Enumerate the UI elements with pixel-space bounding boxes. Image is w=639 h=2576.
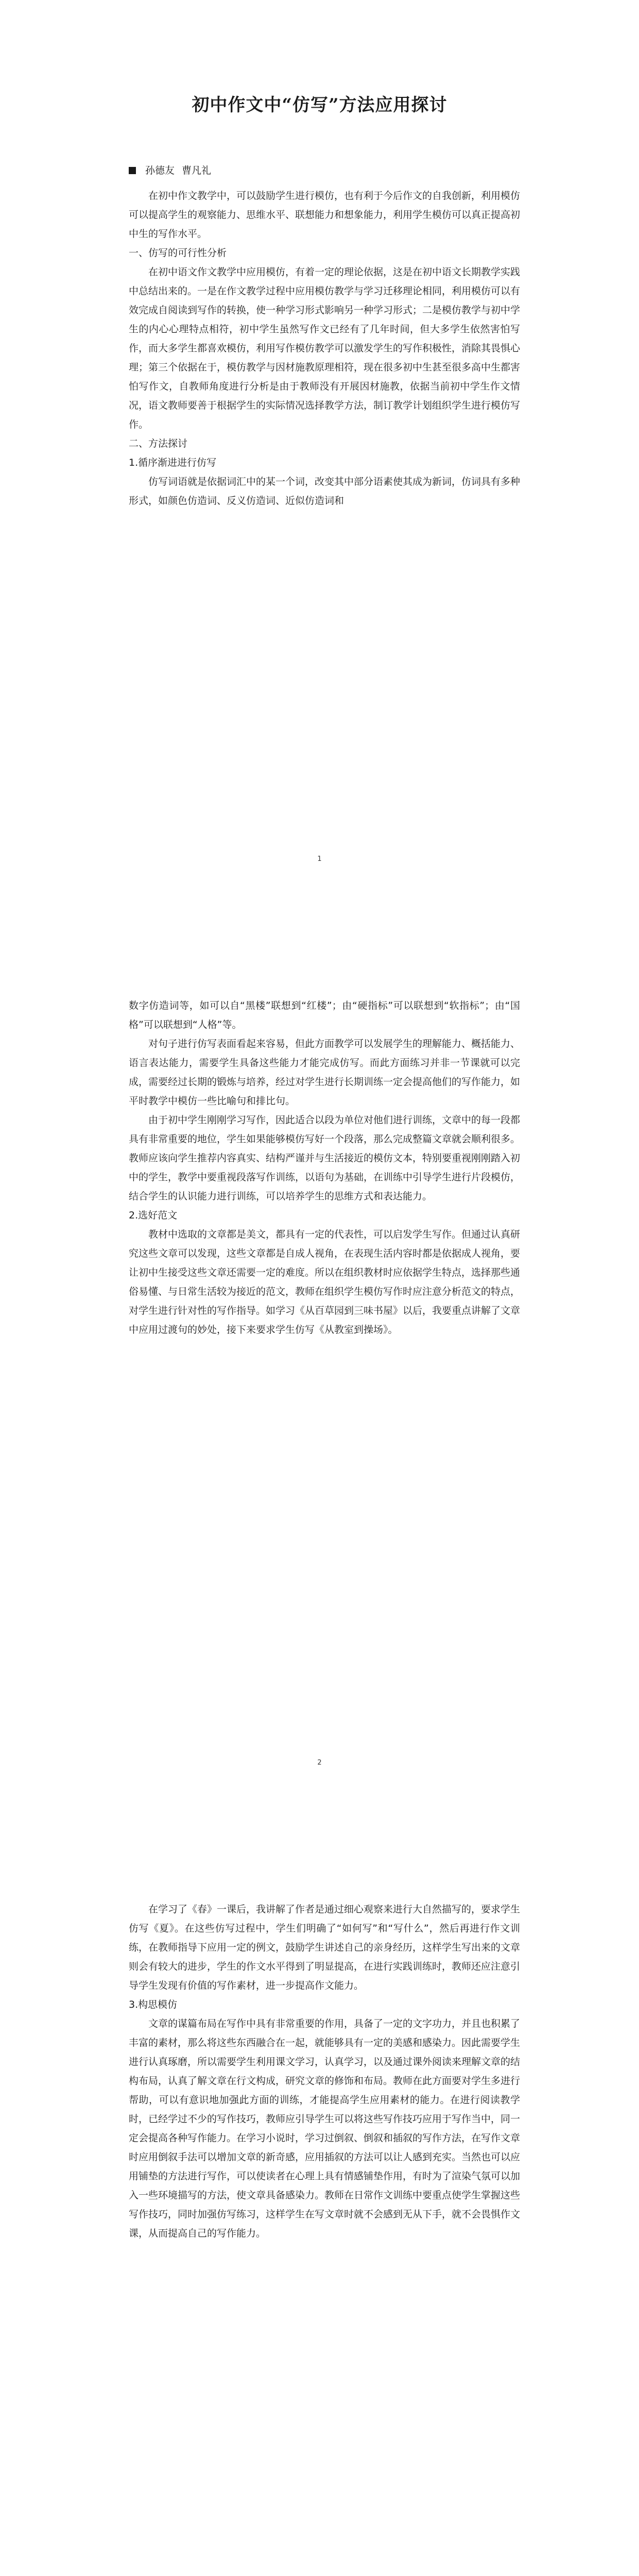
paragraph: 在初中作文教学中，可以鼓励学生进行模仿，也有利于今后作文的自我创新，利用模仿可以提高学生的观察能力、思维水平、联想能力和想象能力，利用学生模仿可以真正提高初中生的写作水平。 <box>129 190 521 240</box>
paragraph: 在初中语文作文教学中应用模仿，有着一定的理论依据，这是在初中语文长期教学实践中总结出来的。一是在作文教学过程中应用模仿教学与学习迁移理论相同，利用模仿可以有效完成自阅读到写作的转换，使一种学习形式影响另一种学习形式；二是模仿教学与初中学生的内心心理特点相符，初中学生虽然写作文已经有了几年时间，但大多学生依然害怕写作，而大多学生都喜欢模仿，利用写作模仿教学可以激发学生的写作积极性，消除其畏惧心理；第三个依据在于，模仿教学与因材施教原理相符，现在很多初中生甚至很多高中生都害怕写作文，自教师角度进行分析是由于教师没有开展因材施教，依据当前初中学生作文情况，语文教师要善于根据学生的实际情况选择教学方法，制订教学计划组织学生进行模仿写作。 <box>129 266 521 430</box>
paragraph: 教材中选取的文章都是美文，都具有一定的代表性，可以启发学生写作。但通过认真研究这些文章可以发现，这些文章都是自成人视角，在表现生活内容时都是依据成人视角，要让初中生接受这些文章还需要一定的难度。所以在组织教材时应依据学生特点，选择那些通俗易懂、与日常生活较为接近的范文，教师在组织学生模仿写作时应注意分析范文的特点，对学生进行针对性的写作指导。如学习《从百草园到三味书屋》以后，我要重点讲解了文章中应用过渡句的妙处，接下来要求学生仿写《从教室到操场》。 <box>129 1229 521 1335</box>
page-3 <box>0 1807 639 2576</box>
author-line <box>129 163 218 177</box>
subsection-heading: 1.循序渐进进行仿写 <box>129 457 217 468</box>
page-3-body <box>129 1900 520 2243</box>
page-2 <box>0 904 639 1807</box>
subsection-heading: 3.构思模仿 <box>129 1999 178 2010</box>
paragraph: 文章的谋篇布局在写作中具有非常重要的作用，具备了一定的文字功力，并且也积累了丰富的素材，那么将这些东西融合在一起，就能够具有一定的美感和感染力。因此需要学生进行认真琢磨，所以需要学生利用课文学习，认真学习，以及通过课外阅读来理解文章的结构布局，认真了解文章在行文构成，研究文章的修饰和布局。教师在此方面要对学生多进行帮助，可以有意识地加强此方面的训练，才能提高学生应用素材的能力。在进行阅读教学时，已经学过不少的写作技巧，教师应引导学生可以将这些写作技巧应用于写作当中，同一定会提高各种写作能力。在学习小说时，学习过倒叙、倒叙和插叙的写作方法，在写作文章时应用倒叙手法可以增加文章的新奇感，应用插叙的方法可以让人感到充实。当然也可以应用铺垫的方法进行写作，可以使读者在心理上具有情感铺垫作用，有时为了渲染气氛可以加入一些环境描写的方法，使文章具备感染力。教师在日常作文训练中要重点使学生掌握这些写作技巧，同时加强仿写练习，这样学生在写文章时就不会感到无从下手，就不会畏惧作文课，从而提高自己的写作能力。 <box>129 2018 521 2239</box>
paragraph: 由于初中学生刚刚学习写作，因此适合以段为单位对他们进行训练，文章中的每一段都具有非常重要的地位，学生如果能够模仿写好一个段落，那么完成整篇文章就会顺利很多。教师应该向学生推荐内容真实、结构严谨并与生活接近的模仿文本，特别要重视刚刚踏入初中的学生，教学中要重视段落写作训练，以语句为基础，在训练中引导学生进行片段模仿，结合学生的认识能力进行训练，可以培养学生的思维方式和表达能力。 <box>129 1114 521 1202</box>
section-heading: 二、方法探讨 <box>129 438 188 449</box>
page-number: 1 <box>317 855 322 863</box>
square-bullet-icon <box>129 167 136 174</box>
page-number: 2 <box>317 1759 322 1767</box>
subsection-heading: 2.选好范文 <box>129 1210 178 1221</box>
paragraph: 对句子进行仿写表面看起来容易，但此方面教学可以发展学生的理解能力、概括能力、语言表达能力，需要学生具备这些能力才能完成仿写。而此方面练习并非一节课就可以完成，需要经过长期的锻炼与培养，经过对学生进行长期训练一定会提高他们的写作能力，如平时教学中模仿一些比喻句和排比句。 <box>129 1038 521 1107</box>
page-1 <box>0 0 639 904</box>
author-name: 曹凡礼 <box>182 165 212 176</box>
paragraph: 仿写词语就是依据词汇中的某一个词，改变其中部分语素使其成为新词，仿词具有多种形式，如颜色仿造词、反义仿造词、近似仿造词和 <box>129 476 521 506</box>
article-title: 初中作文中“仿写”方法应用探讨 <box>192 95 447 115</box>
section-heading: 一、仿写的可行性分析 <box>129 247 227 259</box>
paragraph: 在学习了《春》一课后，我讲解了作者是通过细心观察来进行大自然描写的，要求学生仿写《夏》。在这些仿写过程中，学生们明确了“如何写”和“写什么”，然后再进行作文训练，在教师指导下应用一定的例文，鼓励学生讲述自己的亲身经历，这样学生写出来的文章则会有较大的进步，学生的作文水平得到了明显提高，在进行实践训练时，教师还应注意引导学生发现有价值的写作素材，进一步提高作文能力。 <box>129 1904 521 1991</box>
author-name: 孙德友 <box>145 165 175 176</box>
page-1-body <box>129 187 520 511</box>
paragraph: 数字仿造词等，如可以自“黑楼”联想到“红楼”；由“硬指标”可以联想到“软指标”；由“国格”可以联想到“人格”等。 <box>129 1000 520 1030</box>
page-2-body <box>129 996 520 1340</box>
